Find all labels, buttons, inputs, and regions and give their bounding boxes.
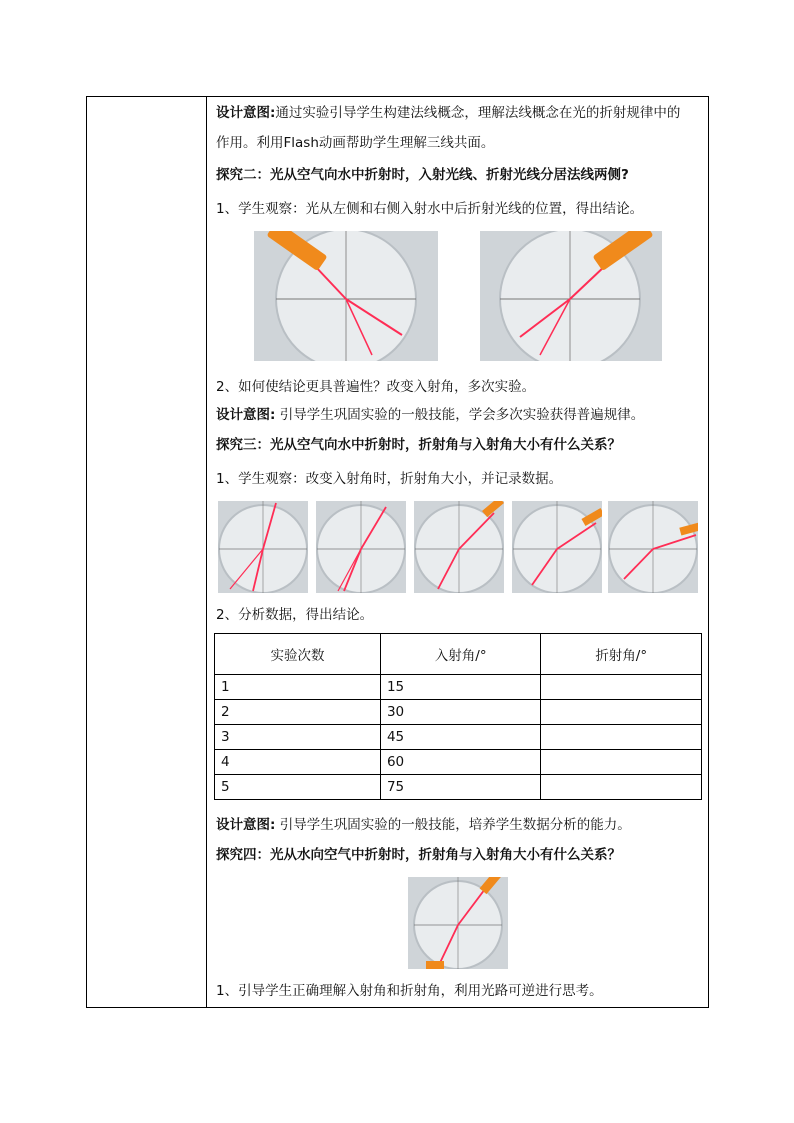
table-row	[215, 775, 702, 800]
intent-text: 通过实验引导学生构建法线概念，理解法线概念在光的折射规律中的	[275, 105, 681, 121]
table-header-row	[215, 634, 702, 675]
table-header-cell: 实验次数	[215, 634, 381, 675]
angle-photo-3	[414, 501, 504, 593]
table-cell: 2	[215, 700, 381, 725]
table-row	[215, 725, 702, 750]
intent-paragraph-3	[216, 815, 631, 835]
water-to-air-photo	[408, 877, 508, 969]
table-header-cell: 入射角/°	[380, 634, 541, 675]
step-3-1: 1、学生观察：改变入射角时，折射角大小，并记录数据。	[216, 471, 563, 487]
table-cell	[541, 775, 702, 800]
lesson-table	[86, 96, 709, 1008]
table-cell	[541, 700, 702, 725]
table-cell: 60	[380, 750, 541, 775]
explore-3-heading: 探究三：光从空气向水中折射时，折射角与入射角大小有什么关系？	[216, 437, 621, 453]
table-cell: 15	[380, 675, 541, 700]
table-cell: 75	[380, 775, 541, 800]
angle-photo-2	[316, 501, 406, 593]
step-4-1: 1、引导学生正确理解入射角和折射角，利用光路可逆进行思考。	[216, 983, 603, 999]
step-3-2: 2、分析数据，得出结论。	[216, 607, 374, 623]
data-table	[214, 633, 702, 800]
table-cell	[541, 750, 702, 775]
table-row	[215, 700, 702, 725]
table-cell: 30	[380, 700, 541, 725]
intent-paragraph-1	[216, 103, 680, 123]
intent-label: 设计意图:	[216, 817, 276, 833]
table-cell: 3	[215, 725, 381, 750]
table-cell	[541, 725, 702, 750]
intent-label: 设计意图:	[216, 407, 276, 423]
intent-text: 引导学生巩固实验的一般技能，学会多次实验获得普遍规律。	[275, 407, 645, 423]
table-cell: 45	[380, 725, 541, 750]
explore-4-heading: 探究四：光从水向空气中折射时，折射角与入射角大小有什么关系？	[216, 847, 621, 863]
refraction-photo-left	[254, 231, 438, 361]
explore-2-heading: 探究二：光从空气向水中折射时，入射光线、折射光线分居法线两侧?	[216, 167, 629, 183]
table-row	[215, 750, 702, 775]
table-cell: 5	[215, 775, 381, 800]
intent-paragraph-1-cont: 作用。利用Flash动画帮助学生理解三线共面。	[216, 135, 495, 151]
left-column-empty	[87, 97, 207, 1007]
table-row	[215, 675, 702, 700]
intent-text: 引导学生巩固实验的一般技能，培养学生数据分析的能力。	[275, 817, 631, 833]
content-column	[208, 97, 708, 1007]
step-2-2: 2、如何使结论更具普遍性？改变入射角，多次实验。	[216, 379, 536, 395]
table-cell	[541, 675, 702, 700]
step-2-1: 1、学生观察：光从左侧和右侧入射水中后折射光线的位置，得出结论。	[216, 201, 644, 217]
angle-photo-1	[218, 501, 308, 593]
refraction-photo-right	[480, 231, 662, 361]
angle-photo-4	[512, 501, 602, 593]
intent-paragraph-2	[216, 405, 644, 425]
angle-photo-5	[608, 501, 698, 593]
table-header-cell: 折射角/°	[541, 634, 702, 675]
intent-label: 设计意图:	[216, 105, 276, 121]
table-cell: 1	[215, 675, 381, 700]
table-cell: 4	[215, 750, 381, 775]
